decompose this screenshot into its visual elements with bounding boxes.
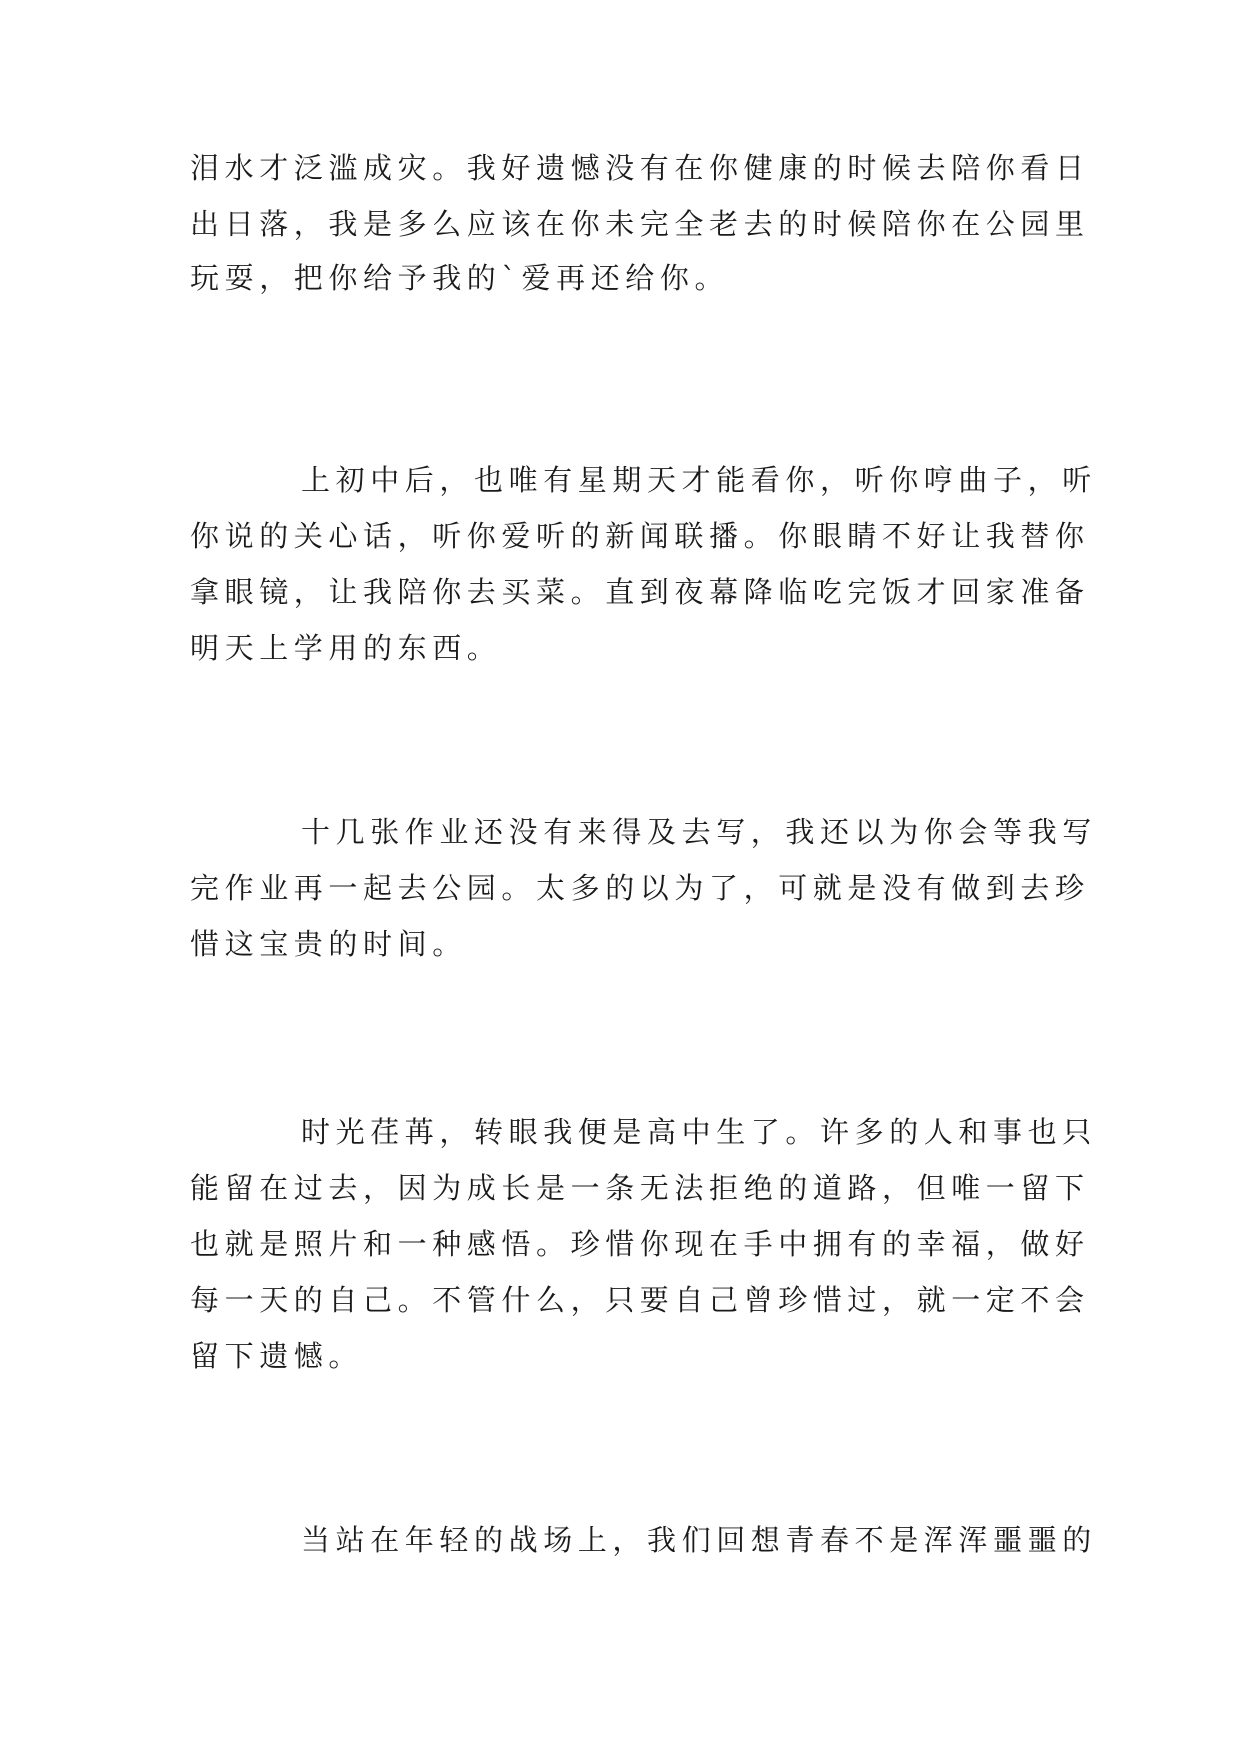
text-line: 能留在过去，因为成长是一条无法拒绝的道路，但唯一留下: [190, 1171, 1090, 1205]
text-line: 也就是照片和一种感悟。珍惜你现在手中拥有的幸福，做好: [190, 1227, 1090, 1261]
text-line: 你说的关心话，听你爱听的新闻联播。你眼睛不好让我替你: [190, 519, 1090, 553]
text-line-indented: 上初中后，也唯有星期天才能看你，听你哼曲子，听: [301, 463, 1097, 497]
text-line-indented: 十几张作业还没有来得及去写，我还以为你会等我写: [301, 815, 1097, 849]
text-line: 泪水才泛滥成灾。我好遗憾没有在你健康的时候去陪你看日: [190, 151, 1090, 185]
text-line: 惜这宝贵的时间。: [190, 927, 467, 961]
text-line: 留下遗憾。: [190, 1339, 364, 1373]
text-line: 出日落，我是多么应该在你未完全老去的时候陪你在公园里: [190, 207, 1090, 241]
text-line: 拿眼镜，让我陪你去买菜。直到夜幕降临吃完饭才回家准备: [190, 575, 1090, 609]
text-line: 明天上学用的东西。: [190, 631, 502, 665]
text-line: 完作业再一起去公园。太多的以为了，可就是没有做到去珍: [190, 871, 1090, 905]
text-line-indented: 时光荏苒，转眼我便是高中生了。许多的人和事也只: [301, 1115, 1097, 1149]
text-line: 每一天的自己。不管什么，只要自己曾珍惜过，就一定不会: [190, 1283, 1090, 1317]
text-line: 玩耍，把你给予我的`爱再还给你。: [190, 261, 730, 295]
text-line-indented: 当站在年轻的战场上，我们回想青春不是浑浑噩噩的: [301, 1523, 1097, 1557]
